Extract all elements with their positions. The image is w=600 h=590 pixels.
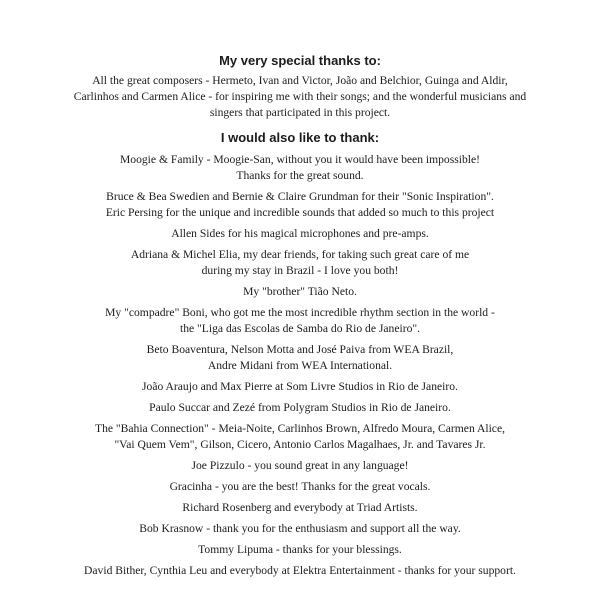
heading-also-thank: I would also like to thank:: [220, 130, 380, 145]
thanks-list: [0, 152, 600, 579]
thanks-paragraph: [20, 563, 580, 579]
thanks-line: My "compadre" Boni, who got me the most incredible rhythm section in the world -: [105, 306, 495, 319]
thanks-line: Beto Boaventura, Nelson Motta and José Paiva from WEA Brazil,: [146, 343, 454, 356]
thanks-paragraph: [20, 247, 580, 279]
thanks-paragraph: [20, 189, 580, 221]
thanks-line: during my stay in Brazil - I love you both!: [201, 264, 399, 277]
thanks-line: Tommy Lipuma - thanks for your blessings.: [198, 543, 402, 556]
thanks-line: Moogie & Family - Moogie-San, without you it would have been impossible!: [119, 153, 480, 166]
thanks-line: Richard Rosenberg and everybody at Triad Artists.: [182, 501, 418, 514]
thanks-line: "Vai Quem Vem", Gilson, Cicero, Antonio Carlos Magalhaes, Jr. and Tavares Jr.: [114, 438, 486, 451]
intro-line: All the great composers - Hermeto, Ivan and Victor, João and Belchior, Guinga and Aldir,: [92, 74, 508, 87]
intro-line: Carlinhos and Carmen Alice - for inspiring me with their songs; and the wonderful musicians and: [73, 90, 527, 103]
heading-special-thanks: My very special thanks to:: [219, 53, 381, 68]
thanks-paragraph: [20, 521, 580, 537]
thanks-paragraph: [20, 421, 580, 453]
thanks-paragraph: [20, 400, 580, 416]
intro-line: singers that participated in this project.: [209, 106, 391, 119]
thanks-line: Thanks for the great sound.: [236, 169, 364, 182]
thanks-paragraph: [20, 305, 580, 337]
thanks-line: Bob Krasnow - thank you for the enthusiasm and support all the way.: [139, 522, 461, 535]
thanks-line: the "Liga das Escolas de Samba do Rio de Janeiro".: [180, 322, 420, 335]
thanks-line: Adriana & Michel Elia, my dear friends, for taking such great care of me: [130, 248, 470, 261]
thanks-line: Paulo Succar and Zezé from Polygram Studios in Rio de Janeiro.: [149, 401, 451, 414]
thanks-paragraph: [20, 226, 580, 242]
thanks-line: David Bither, Cynthia Leu and everybody at Elektra Entertainment - thanks for your support.: [84, 564, 516, 577]
thanks-line: Andre Midani from WEA International.: [207, 359, 393, 372]
thanks-line: Joe Pizzulo - you sound great in any language!: [191, 459, 409, 472]
thanks-paragraph: [20, 500, 580, 516]
thanks-line: My "brother" Tião Neto.: [243, 285, 357, 298]
thanks-paragraph: [20, 284, 580, 300]
thanks-line: Bruce & Bea Swedien and Bernie & Claire Grundman for their "Sonic Inspiration".: [106, 190, 494, 203]
thanks-paragraph: [20, 342, 580, 374]
thanks-line: The "Bahia Connection" - Meia-Noite, Carlinhos Brown, Alfredo Moura, Carmen Alice,: [95, 422, 505, 435]
thanks-line: João Araujo and Max Pierre at Som Livre Studios in Rio de Janeiro.: [142, 380, 458, 393]
thanks-paragraph: [20, 379, 580, 395]
thanks-line: Eric Persing for the unique and incredible sounds that added so much to this project: [105, 206, 495, 219]
thanks-paragraph: [20, 152, 580, 184]
thanks-paragraph: [20, 458, 580, 474]
thanks-paragraph: [20, 542, 580, 558]
thanks-line: Gracinha - you are the best! Thanks for the great vocals.: [169, 480, 431, 493]
intro-paragraph: [20, 73, 580, 121]
thanks-line: Allen Sides for his magical microphones and pre-amps.: [171, 227, 429, 240]
thanks-paragraph: [20, 479, 580, 495]
